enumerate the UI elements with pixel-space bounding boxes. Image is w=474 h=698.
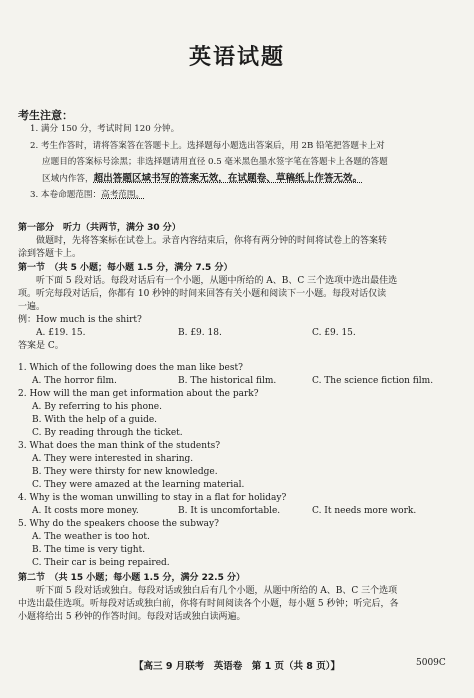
- question-3-option-c: C. They were amazed at the learning material.: [32, 480, 245, 490]
- notice-emphasis: 超出答题区域书写的答案无效，在试题卷、草稿纸上作答无效。: [93, 173, 363, 184]
- section2-instructions-line-1: 听下面 5 段对话或独白。每段对话或独白后有几个小题，从题中所给的 A、B、C 三个选项: [36, 586, 398, 596]
- question-1-option-c: C. The science fiction film.: [312, 376, 434, 386]
- notice-item-3: [30, 189, 144, 202]
- question-4-option-c: C. It needs more work.: [312, 506, 417, 516]
- notice-item-2-line-3: [42, 172, 362, 186]
- question-3: 3. What does the man think of the students?: [18, 441, 221, 451]
- notice-item-3-label: 3. 本卷命题范围：: [30, 190, 102, 200]
- part1-intro-line-1: 做题时，先将答案标在试卷上。录音内容结束后，你将有两分钟的时间将试卷上的答案转: [36, 236, 388, 246]
- question-5-option-b: B. The time is very tight.: [32, 545, 146, 555]
- question-3-option-b: B. They were thirsty for new knowledge.: [32, 467, 218, 477]
- example-option-c: C. £9. 15.: [312, 328, 356, 338]
- question-1-option-b: B. The historical film.: [178, 376, 277, 386]
- page-footer: 【高三 9 月联考 英语卷 第 1 页（共 8 页）】: [134, 661, 340, 672]
- section2-heading: 第二节 （共 15 小题；每小题 1.5 分，满分 22.5 分）: [18, 573, 245, 583]
- section2-instructions-line-2: 中选出最佳选项。听每段对话或独白前，你将有时间阅读各个小题，每小题 5 秒钟；听完后，各: [18, 599, 399, 609]
- notice-item-2-line-3-start: 区域内作答，: [42, 174, 94, 184]
- notice-item-2-line-2: 应题目的答案标号涂黑；非选择题请用直径 0.5 毫米黑色墨水签字笔在答题卡上各题的答题: [42, 157, 388, 167]
- question-2-option-b: B. With the help of a guide.: [32, 415, 158, 425]
- section1-instructions-line-1: 听下面 5 段对话。每段对话后有一个小题，从题中所给的 A、B、C 三个选项中选出最佳选: [36, 276, 398, 286]
- notice-item-2-line-1: 2. 考生作答时，请将答案答在答题卡上。选择题每小题选出答案后，用 2B 铅笔把答题卡上对: [30, 141, 385, 151]
- notice-heading: 考生注意：: [18, 109, 73, 122]
- question-1-option-a: A. The horror film.: [32, 376, 117, 386]
- section1-instructions-line-2: 项。听完每段对话后，你都有 10 秒钟的时间来回答有关小题和阅读下一小题。每段对话仅读: [18, 289, 387, 299]
- question-2-option-c: C. By reading through the ticket.: [32, 428, 183, 438]
- example-question: 例：How much is the shirt?: [18, 315, 142, 325]
- question-5-option-a: A. The weather is too hot.: [32, 532, 150, 542]
- section2-instructions-line-3: 小题将给出 5 秒钟的作答时间。每段对话或独白读两遍。: [18, 612, 246, 622]
- page-title: 英语试题: [188, 45, 285, 70]
- question-5-option-c: C. Their car is being repaired.: [32, 558, 170, 568]
- question-4: 4. Why is the woman unwilling to stay in a flat for holiday?: [18, 493, 287, 503]
- section1-heading: 第一节 （共 5 小题；每小题 1.5 分，满分 7.5 分）: [18, 263, 233, 273]
- question-5: 5. Why do the speakers choose the subway?: [18, 519, 219, 529]
- question-3-option-a: A. They were interested in sharing.: [32, 454, 194, 464]
- exam-code: 5009C: [416, 658, 446, 668]
- section1-instructions-line-3: 一遍。: [18, 302, 46, 312]
- question-2: 2. How will the man get information about the park?: [18, 389, 259, 399]
- notice-item-1: 1. 满分 150 分，考试时间 120 分钟。: [30, 124, 180, 134]
- example-answer: 答案是 C。: [18, 341, 64, 351]
- part1-intro-line-2: 涂到答题卡上。: [18, 249, 82, 259]
- part1-heading: 第一部分 听力（共两节，满分 30 分）: [18, 223, 181, 233]
- notice-item-3-scope: 高考范围。: [101, 190, 145, 200]
- question-4-option-a: A. It costs more money.: [32, 506, 139, 516]
- question-4-option-b: B. It is uncomfortable.: [178, 506, 281, 516]
- example-option-b: B. £9. 18.: [178, 328, 222, 338]
- question-1: 1. Which of the following does the man like best?: [18, 363, 243, 373]
- question-2-option-a: A. By referring to his phone.: [32, 402, 162, 412]
- example-option-a: A. £19. 15.: [36, 328, 86, 338]
